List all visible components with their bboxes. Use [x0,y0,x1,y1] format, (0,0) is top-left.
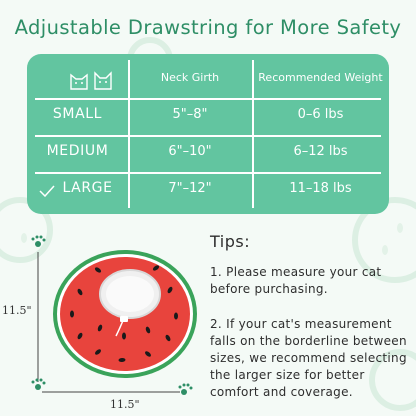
cat-faces-icon [69,69,115,93]
size-label-small: SMALL [52,106,103,122]
width-dimension-label: 11.5" [110,398,140,411]
height-dimension-label: 11.5" [2,304,32,317]
neck-girth-large: 7"–12" [168,181,212,196]
size-label-medium: MEDIUM [46,143,109,159]
page-title: Adjustable Drawstring for More Safety [14,16,402,39]
size-chart-table [27,54,389,214]
neck-girth-small: 5"–8" [172,107,208,122]
tip-item-1: 1. Please measure your cat before purchasing. [210,265,382,296]
weight-small: 0–6 lbs [297,107,344,122]
table-divider [35,98,381,100]
header-recommended-weight: Recommended Weight [258,71,383,84]
weight-medium: 6–12 lbs [293,144,348,159]
header-neck-girth: Neck Girth [160,71,220,84]
neck-girth-medium: 6"–10" [168,144,212,159]
tips-title: Tips: [210,232,251,251]
table-divider [35,172,381,174]
size-label-large: LARGE [62,180,113,196]
table-divider [35,135,381,137]
watermelon-collar-icon [20,232,210,402]
tip-item-2: 2. If your cat's measurement falls on the borderline between sizes, we recommend selecting the larger size for better comfort and coverage. [210,317,407,399]
weight-large: 11–18 lbs [289,181,352,196]
